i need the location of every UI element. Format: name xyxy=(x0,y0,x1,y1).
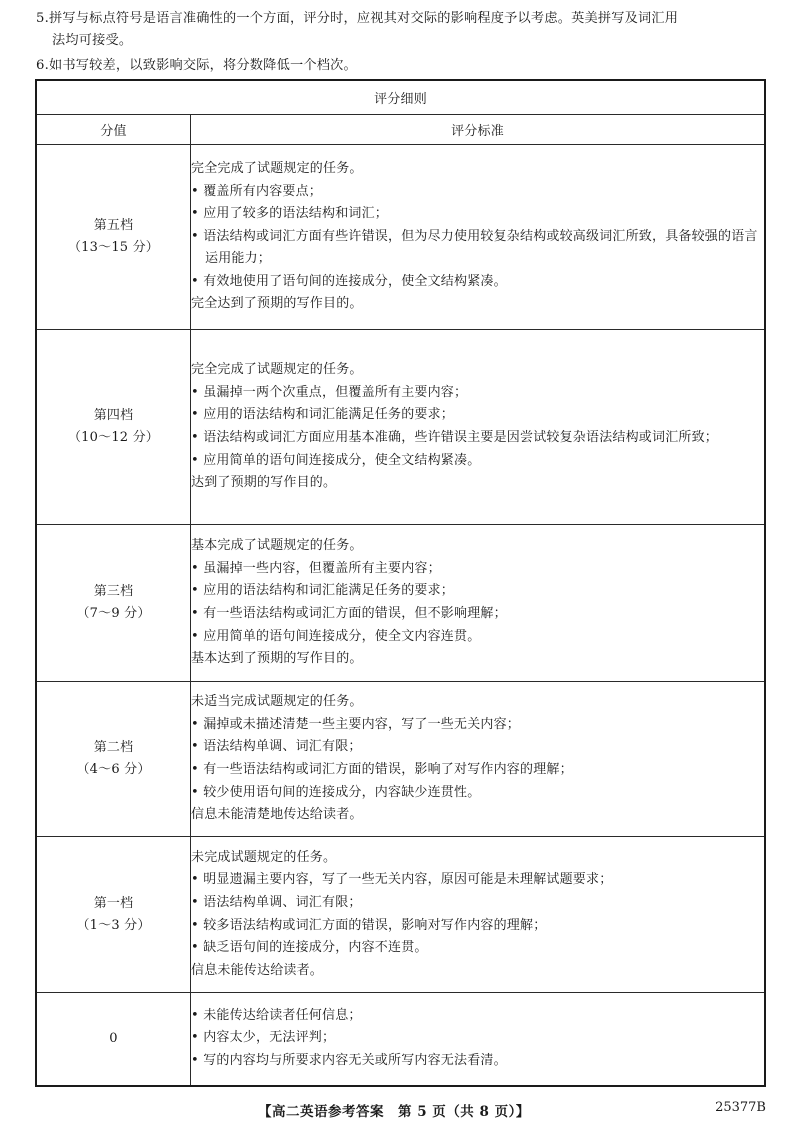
table-title-row xyxy=(36,80,765,115)
level-name: 第五档 xyxy=(93,218,134,233)
level-range: （1～3 分） xyxy=(76,917,151,933)
table-row xyxy=(36,525,765,682)
criteria-cell xyxy=(191,525,766,682)
criteria-intro: 未适当完成试题规定的任务。 xyxy=(191,694,363,710)
criteria-bullet: • 未能传达给读者任何信息； xyxy=(191,1007,362,1023)
table-row xyxy=(36,682,765,837)
criteria-cell xyxy=(191,993,766,1086)
criteria-bullet: • 应用简单的语句间连接成分，使全文结构紧凑。 xyxy=(191,452,481,468)
scoring-note-5 xyxy=(36,8,774,52)
criteria-bullet: • 应用的语法结构和词汇能满足任务的要求； xyxy=(191,583,455,599)
level-name: 0 xyxy=(109,1030,118,1046)
level-name: 第二档 xyxy=(93,740,134,755)
note-5-line-1: 5.拼写与标点符号是语言准确性的一个方面，评分时，应视其对交际的影响程度予以考虑。英美拼写及词汇用 xyxy=(36,11,679,26)
level-name: 第三档 xyxy=(93,584,134,599)
criteria-outro: 基本达到了预期的写作目的。 xyxy=(191,651,363,667)
criteria-intro: 完全完成了试题规定的任务。 xyxy=(191,160,363,176)
criteria-bullet: • 有一些语法结构或词汇方面的错误，但不影响理解； xyxy=(191,606,507,621)
criteria-bullet: • 虽漏掉一两个次重点，但覆盖所有主要内容； xyxy=(191,384,468,400)
level-range: （13～15 分） xyxy=(67,240,160,255)
table-title: 评分细则 xyxy=(36,80,765,115)
criteria-outro: 信息未能传达给读者。 xyxy=(191,962,324,978)
level-cell xyxy=(36,837,191,993)
header-score: 分值 xyxy=(36,115,191,145)
criteria-cell xyxy=(191,837,766,993)
level-range: （4～6 分） xyxy=(76,762,151,777)
criteria-bullet: • 缺乏语句间的连接成分，内容不连贯。 xyxy=(191,940,428,956)
criteria-outro: 达到了预期的写作目的。 xyxy=(191,475,337,491)
criteria-intro: 基本完成了试题规定的任务。 xyxy=(191,538,363,554)
level-cell xyxy=(36,525,191,682)
criteria-bullet: • 有效地使用了语句间的连接成分，使全文结构紧凑。 xyxy=(191,273,507,289)
criteria-bullet: • 语法结构单调、词汇有限； xyxy=(191,739,362,755)
criteria-bullet: • 写的内容均与所要求内容无关或所写内容无法看清。 xyxy=(191,1053,507,1069)
criteria-bullet: • 语法结构或词汇方面有些许错误，但为尽力使用较复杂结构或较高级词汇所致，具备较强的语言运用能力； xyxy=(191,228,758,267)
criteria-intro: 未完成试题规定的任务。 xyxy=(191,849,337,865)
level-range: （7～9 分） xyxy=(76,606,151,621)
criteria-bullet: • 漏掉或未描述清楚一些主要内容，写了一些无关内容； xyxy=(191,716,521,732)
criteria-bullet: • 较少使用语句间的连接成分，内容缺少连贯性。 xyxy=(191,784,481,800)
criteria-cell xyxy=(191,330,766,525)
footer-title: 【高二英语参考答案 第 5 页（共 8 页）】 xyxy=(258,1104,530,1120)
table-row xyxy=(36,837,765,993)
table-row xyxy=(36,145,765,330)
criteria-bullet: • 应用了较多的语法结构和词汇； xyxy=(191,206,389,222)
criteria-bullet: • 有一些语法结构或词汇方面的错误，影响了对写作内容的理解； xyxy=(191,762,573,777)
level-cell xyxy=(36,145,191,330)
level-cell xyxy=(36,330,191,525)
level-name: 第一档 xyxy=(93,895,134,911)
scoring-rubric-table xyxy=(35,79,766,1087)
criteria-bullet: • 覆盖所有内容要点； xyxy=(191,183,323,199)
criteria-cell xyxy=(191,145,766,330)
criteria-bullet: • 语法结构或词汇方面应用基本准确，些许错误主要是因尝试较复杂语法结构或词汇所致； xyxy=(191,430,719,445)
table-header-row xyxy=(36,115,765,145)
note-6-text: 6.如书写较差，以致影响交际，将分数降低一个档次。 xyxy=(36,58,357,73)
criteria-outro: 信息未能清楚地传达给读者。 xyxy=(191,807,363,823)
footer-code: 25377B xyxy=(715,1100,766,1115)
criteria-bullet: • 明显遗漏主要内容，写了一些无关内容，原因可能是未理解试题要求； xyxy=(191,872,613,888)
criteria-intro: 完全完成了试题规定的任务。 xyxy=(191,362,363,378)
criteria-bullet: • 内容太少，无法评判； xyxy=(191,1030,336,1046)
criteria-bullet: • 应用简单的语句间连接成分，使全文内容连贯。 xyxy=(191,628,481,644)
table-row xyxy=(36,330,765,525)
level-range: （10～12 分） xyxy=(67,430,160,445)
criteria-bullet: • 应用的语法结构和词汇能满足任务的要求； xyxy=(191,407,455,423)
criteria-bullet: • 虽漏掉一些内容，但覆盖所有主要内容； xyxy=(191,560,441,576)
level-cell xyxy=(36,682,191,837)
header-criteria: 评分标准 xyxy=(191,115,766,145)
criteria-outro: 完全达到了预期的写作目的。 xyxy=(191,296,363,312)
level-cell xyxy=(36,993,191,1086)
scoring-note-6 xyxy=(36,55,774,77)
criteria-cell xyxy=(191,682,766,837)
criteria-bullet: • 语法结构单调、词汇有限； xyxy=(191,894,362,910)
level-name: 第四档 xyxy=(93,408,134,423)
note-5-line-2: 法均可接受。 xyxy=(52,33,133,48)
table-row xyxy=(36,993,765,1086)
criteria-bullet: • 较多语法结构或词汇方面的错误，影响对写作内容的理解； xyxy=(191,917,547,933)
